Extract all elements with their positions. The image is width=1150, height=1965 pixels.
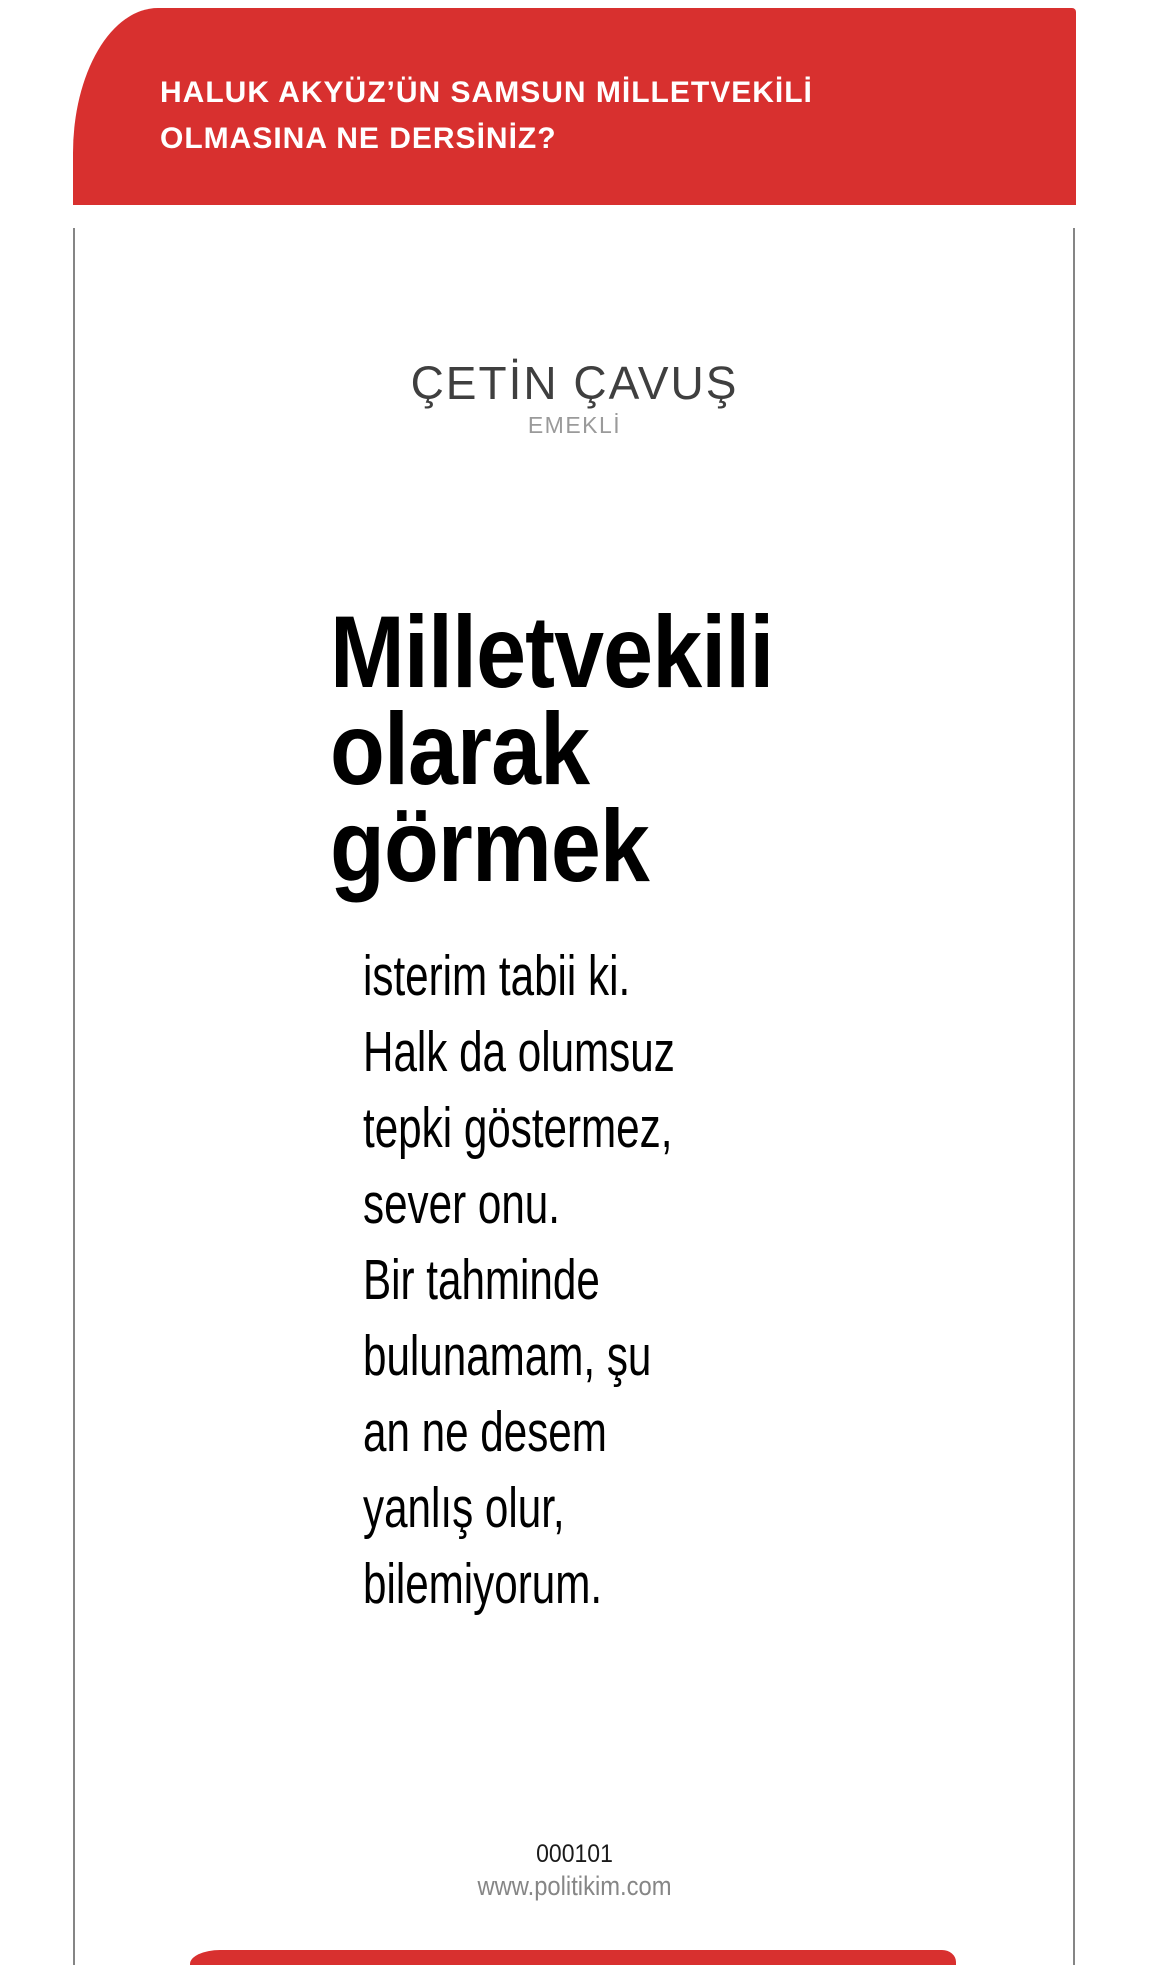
next-card-peek	[190, 1950, 956, 1965]
quote-line: yanlış olur,	[363, 1476, 565, 1540]
quote-line: isterim tabii ki.	[363, 944, 631, 1008]
issue-code: 000101	[536, 1840, 613, 1868]
quote-line: bulunamam, şu	[363, 1324, 652, 1388]
person-name: ÇETİN ÇAVUŞ	[410, 357, 739, 409]
question-banner	[73, 8, 1076, 205]
website-url: www.politikim.com	[477, 1871, 672, 1901]
quote-body	[363, 938, 675, 1622]
card-right-border	[1073, 228, 1075, 1965]
quote-line: bilemiyorum.	[363, 1552, 603, 1616]
question-line-1: HALUK AKYÜZ’ÜN SAMSUN MİLLETVEKİLİ	[160, 76, 813, 109]
question-text	[160, 70, 813, 162]
quote-line: an ne desem	[363, 1400, 607, 1464]
question-line-2: OLMASINA NE DERSİNİZ?	[160, 122, 557, 155]
headline-line-1: Milletvekili	[330, 595, 774, 709]
quote-line: Bir tahminde	[363, 1248, 600, 1312]
quote-line: tepki göstermez,	[363, 1096, 673, 1160]
quote-line: sever onu.	[363, 1172, 560, 1236]
headline-line-3: görmek	[330, 789, 649, 903]
quote-line: Halk da olumsuz	[363, 1020, 675, 1084]
card-left-border	[73, 228, 75, 1965]
headline-line-2: olarak	[330, 692, 590, 806]
quote-headline	[330, 595, 774, 903]
person-title: EMEKLİ	[527, 412, 622, 438]
